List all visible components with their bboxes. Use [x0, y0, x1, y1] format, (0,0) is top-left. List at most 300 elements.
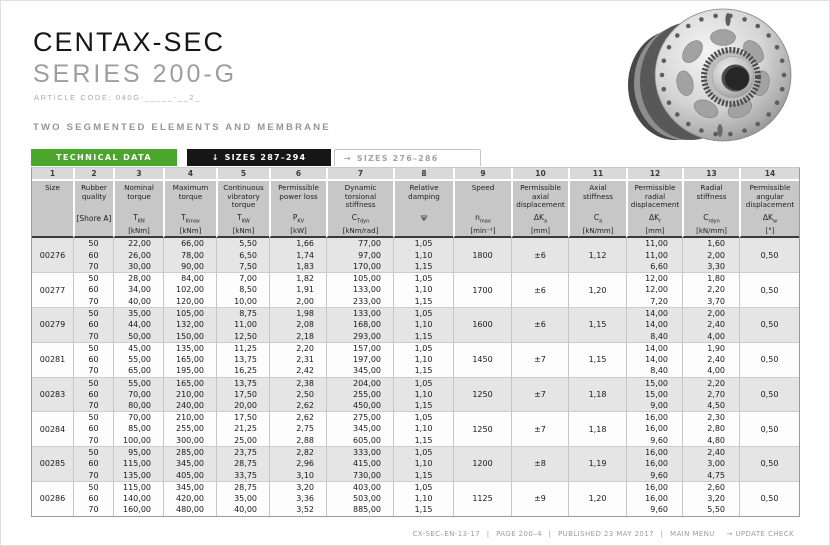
radial-displacement-cell: 16,00 [626, 493, 682, 504]
column-unit-cell: [kNm/rad] [326, 225, 393, 238]
speed-cell: 1250 [453, 411, 511, 446]
maximum-torque-cell: 165,00 [163, 354, 216, 365]
table-row [32, 307, 799, 319]
column-symbol-cell: Ψ [393, 212, 453, 225]
torsional-stiffness-cell: 170,00 [326, 261, 393, 272]
power-loss-cell: 3,20 [269, 481, 326, 493]
power-loss-cell: 2,18 [269, 330, 326, 341]
technical-data-table [31, 167, 800, 517]
column-number-cell: 2 [73, 168, 113, 181]
vibratory-torque-cell: 5,50 [216, 238, 269, 249]
column-symbol-cell: $T_{KN}$ [113, 212, 163, 225]
speed-cell: 1125 [453, 481, 511, 516]
radial-displacement-cell: 11,00 [626, 238, 682, 249]
vibratory-torque-cell: 35,00 [216, 493, 269, 504]
table-row [32, 284, 799, 295]
nominal-torque-cell: 80,00 [113, 400, 163, 411]
shore-hardness-cell: 50 [73, 377, 113, 389]
column-symbol-cell: [Shore A] [73, 212, 113, 225]
axial-displacement-cell: ±6 [511, 272, 568, 307]
radial-displacement-cell: 14,00 [626, 354, 682, 365]
doc-code: CX-SEC–EN-13-17 [412, 530, 481, 538]
torsional-stiffness-cell: 168,00 [326, 319, 393, 330]
shore-hardness-cell: 60 [73, 319, 113, 330]
radial-displacement-cell: 15,00 [626, 389, 682, 400]
size-cell: 00285 [32, 446, 73, 481]
shore-hardness-cell: 50 [73, 411, 113, 423]
relative-damping-cell: 1,15 [393, 469, 453, 480]
shore-hardness-cell: 60 [73, 458, 113, 469]
nominal-torque-cell: 115,00 [113, 458, 163, 469]
torsional-stiffness-cell: 333,00 [326, 446, 393, 458]
shore-hardness-cell: 50 [73, 307, 113, 319]
tab-sizes-287-294[interactable] [187, 149, 331, 166]
column-header-cell: Axial stiffness [568, 181, 626, 212]
tab-label: SIZES 287–294 [224, 153, 307, 162]
relative-damping-cell: 1,15 [393, 365, 453, 376]
radial-stiffness-cell: 1,60 [682, 238, 739, 249]
shore-hardness-cell: 70 [73, 330, 113, 341]
radial-stiffness-cell: 2,40 [682, 319, 739, 330]
column-unit-cell: [kN/mm] [568, 225, 626, 238]
table-row [32, 435, 799, 446]
power-loss-cell: 2,62 [269, 400, 326, 411]
footer [412, 530, 794, 538]
table-row [32, 423, 799, 434]
table-row [32, 493, 799, 504]
footer-separator: | [486, 530, 490, 538]
torsional-stiffness-cell: 255,00 [326, 389, 393, 400]
section-heading: TWO SEGMENTED ELEMENTS AND MEMBRANE [33, 122, 331, 133]
torsional-stiffness-cell: 415,00 [326, 458, 393, 469]
maximum-torque-cell: 120,00 [163, 296, 216, 307]
column-symbol-cell: $P_{KV}$ [269, 212, 326, 225]
radial-displacement-cell: 9,60 [626, 435, 682, 446]
nominal-torque-cell: 140,00 [113, 493, 163, 504]
vibratory-torque-cell: 28,75 [216, 481, 269, 493]
relative-damping-cell: 1,15 [393, 504, 453, 515]
nominal-torque-cell: 40,00 [113, 296, 163, 307]
torsional-stiffness-cell: 730,00 [326, 469, 393, 480]
power-loss-cell: 1,98 [269, 307, 326, 319]
column-unit-cell: [mm] [511, 225, 568, 238]
shore-hardness-cell: 50 [73, 481, 113, 493]
power-loss-cell: 3,52 [269, 504, 326, 515]
maximum-torque-cell: 135,00 [163, 342, 216, 354]
relative-damping-cell: 1,10 [393, 493, 453, 504]
maximum-torque-cell: 345,00 [163, 458, 216, 469]
maximum-torque-cell: 300,00 [163, 435, 216, 446]
nominal-torque-cell: 55,00 [113, 377, 163, 389]
speed-cell: 1250 [453, 377, 511, 412]
shore-hardness-cell: 70 [73, 261, 113, 272]
table-row [32, 365, 799, 376]
relative-damping-cell: 1,05 [393, 272, 453, 284]
nominal-torque-cell: 65,00 [113, 365, 163, 376]
shore-hardness-cell: 70 [73, 435, 113, 446]
vibratory-torque-cell: 8,75 [216, 307, 269, 319]
radial-stiffness-cell: 2,80 [682, 423, 739, 434]
size-cell: 00286 [32, 481, 73, 516]
power-loss-cell: 3,10 [269, 469, 326, 480]
axial-displacement-cell: ±9 [511, 481, 568, 516]
shore-hardness-cell: 60 [73, 493, 113, 504]
nominal-torque-cell: 100,00 [113, 435, 163, 446]
power-loss-cell: 3,36 [269, 493, 326, 504]
table-row [32, 469, 799, 480]
tab-bar [31, 149, 481, 166]
maximum-torque-cell: 78,00 [163, 249, 216, 260]
axial-displacement-cell: ±6 [511, 307, 568, 342]
size-cell: 00277 [32, 272, 73, 307]
vibratory-torque-cell: 17,50 [216, 389, 269, 400]
radial-displacement-cell: 12,00 [626, 284, 682, 295]
radial-stiffness-cell: 4,50 [682, 400, 739, 411]
relative-damping-cell: 1,15 [393, 296, 453, 307]
column-header-cell: Size [32, 181, 73, 212]
bore [725, 67, 749, 90]
axial-stiffness-cell: 1,15 [568, 342, 626, 377]
speed-cell: 1450 [453, 342, 511, 377]
radial-stiffness-cell: 3,00 [682, 458, 739, 469]
column-unit-cell [393, 225, 453, 238]
power-loss-cell: 1,66 [269, 238, 326, 249]
maximum-torque-cell: 285,00 [163, 446, 216, 458]
radial-displacement-cell: 16,00 [626, 458, 682, 469]
column-symbol-row [32, 212, 799, 225]
maximum-torque-cell: 195,00 [163, 365, 216, 376]
vibratory-torque-cell: 10,00 [216, 296, 269, 307]
column-symbol-cell: $\Delta K_w$ [739, 212, 799, 225]
relative-damping-cell: 1,15 [393, 261, 453, 272]
radial-stiffness-cell: 2,30 [682, 411, 739, 423]
nominal-torque-cell: 55,00 [113, 354, 163, 365]
maximum-torque-cell: 210,00 [163, 411, 216, 423]
relative-damping-cell: 1,05 [393, 307, 453, 319]
column-number-cell: 6 [269, 168, 326, 181]
shore-hardness-cell: 60 [73, 284, 113, 295]
relative-damping-cell: 1,10 [393, 354, 453, 365]
nominal-torque-cell: 70,00 [113, 411, 163, 423]
maximum-torque-cell: 480,00 [163, 504, 216, 515]
maximum-torque-cell: 240,00 [163, 400, 216, 411]
radial-displacement-cell: 14,00 [626, 342, 682, 354]
angular-displacement-cell: 0,50 [739, 377, 799, 412]
table-row [32, 411, 799, 423]
nominal-torque-cell: 115,00 [113, 481, 163, 493]
column-header-cell: Permissible axial displacement [511, 181, 568, 212]
power-loss-cell: 2,42 [269, 365, 326, 376]
power-loss-cell: 2,00 [269, 296, 326, 307]
column-unit-cell: [kNm] [163, 225, 216, 238]
table-row [32, 458, 799, 469]
angular-displacement-cell: 0,50 [739, 307, 799, 342]
relative-damping-cell: 1,10 [393, 284, 453, 295]
column-title-row [32, 181, 799, 212]
axial-stiffness-cell: 1,19 [568, 446, 626, 481]
radial-displacement-cell: 9,00 [626, 400, 682, 411]
radial-displacement-cell: 12,00 [626, 272, 682, 284]
radial-displacement-cell: 16,00 [626, 446, 682, 458]
column-number-cell: 1 [32, 168, 73, 181]
shore-hardness-cell: 70 [73, 504, 113, 515]
relative-damping-cell: 1,10 [393, 319, 453, 330]
column-header-cell: Radial stiffness [682, 181, 739, 212]
radial-displacement-cell: 6,60 [626, 261, 682, 272]
vibratory-torque-cell: 21,25 [216, 423, 269, 434]
key-slot-top [725, 13, 730, 26]
axial-stiffness-cell: 1,20 [568, 481, 626, 516]
relative-damping-cell: 1,10 [393, 458, 453, 469]
table-row [32, 330, 799, 341]
column-unit-cell: [min⁻¹] [453, 225, 511, 238]
torsional-stiffness-cell: 204,00 [326, 377, 393, 389]
torsional-stiffness-cell: 233,00 [326, 296, 393, 307]
tab-technical-data[interactable]: TECHNICAL DATA [31, 149, 177, 166]
column-header-cell: Permissible angular displacement [739, 181, 799, 212]
torsional-stiffness-cell: 605,00 [326, 435, 393, 446]
vibratory-torque-cell: 16,25 [216, 365, 269, 376]
shore-hardness-cell: 50 [73, 446, 113, 458]
speed-cell: 1200 [453, 446, 511, 481]
radial-displacement-cell: 8,40 [626, 330, 682, 341]
column-unit-cell [73, 225, 113, 238]
shore-hardness-cell: 60 [73, 354, 113, 365]
maximum-torque-cell: 105,00 [163, 307, 216, 319]
size-cell: 00276 [32, 238, 73, 272]
radial-stiffness-cell: 1,90 [682, 342, 739, 354]
column-unit-cell: [kN/mm] [682, 225, 739, 238]
vibratory-torque-cell: 13,75 [216, 354, 269, 365]
radial-stiffness-cell: 4,00 [682, 365, 739, 376]
column-symbol-cell [32, 212, 73, 225]
relative-damping-cell: 1,10 [393, 249, 453, 260]
table-row [32, 377, 799, 389]
nominal-torque-cell: 44,00 [113, 319, 163, 330]
torsional-stiffness-cell: 77,00 [326, 238, 393, 249]
power-loss-cell: 2,20 [269, 342, 326, 354]
shore-hardness-cell: 50 [73, 272, 113, 284]
radial-stiffness-cell: 2,20 [682, 377, 739, 389]
radial-displacement-cell: 8,40 [626, 365, 682, 376]
column-symbol-cell: $T_{Kmax}$ [163, 212, 216, 225]
column-unit-cell: [kNm] [216, 225, 269, 238]
nominal-torque-cell: 70,00 [113, 389, 163, 400]
vibratory-torque-cell: 12,50 [216, 330, 269, 341]
column-unit-cell: [kW] [269, 225, 326, 238]
footer-separator: | [660, 530, 664, 538]
column-header-cell: Permissible power loss [269, 181, 326, 212]
table-row [32, 238, 799, 249]
column-number-cell: 7 [326, 168, 393, 181]
published-date: PUBLISHED 23 MAY 2017 [558, 530, 654, 538]
column-number-cell: 4 [163, 168, 216, 181]
radial-stiffness-cell: 2,00 [682, 307, 739, 319]
maximum-torque-cell: 255,00 [163, 423, 216, 434]
vibratory-torque-cell: 20,00 [216, 400, 269, 411]
torsional-stiffness-cell: 97,00 [326, 249, 393, 260]
page-ref: PAGE 200–4 [496, 530, 542, 538]
vibratory-torque-cell: 7,00 [216, 272, 269, 284]
shore-hardness-cell: 50 [73, 238, 113, 249]
main-menu-link[interactable]: MAIN MENU [670, 530, 715, 538]
shore-hardness-cell: 60 [73, 389, 113, 400]
column-number-cell: 10 [511, 168, 568, 181]
column-number-cell: 3 [113, 168, 163, 181]
power-loss-cell: 1,91 [269, 284, 326, 295]
table-row [32, 481, 799, 493]
tab-label: SIZES 276–286 [356, 154, 439, 163]
nominal-torque-cell: 50,00 [113, 330, 163, 341]
torsional-stiffness-cell: 157,00 [326, 342, 393, 354]
vibratory-torque-cell: 33,75 [216, 469, 269, 480]
column-header-cell: Permissible radial displacement [626, 181, 682, 212]
relative-damping-cell: 1,05 [393, 481, 453, 493]
maximum-torque-cell: 132,00 [163, 319, 216, 330]
table-row [32, 342, 799, 354]
maximum-torque-cell: 420,00 [163, 493, 216, 504]
nominal-torque-cell: 26,00 [113, 249, 163, 260]
power-loss-cell: 2,82 [269, 446, 326, 458]
shore-hardness-cell: 70 [73, 400, 113, 411]
column-number-cell: 5 [216, 168, 269, 181]
axial-displacement-cell: ±7 [511, 377, 568, 412]
power-loss-cell: 2,62 [269, 411, 326, 423]
right-arrow-icon: → [344, 154, 352, 163]
vibratory-torque-cell: 25,00 [216, 435, 269, 446]
relative-damping-cell: 1,05 [393, 411, 453, 423]
relative-damping-cell: 1,05 [393, 446, 453, 458]
radial-displacement-cell: 16,00 [626, 423, 682, 434]
column-header-cell: Rubber quality [73, 181, 113, 212]
maximum-torque-cell: 210,00 [163, 389, 216, 400]
torsional-stiffness-cell: 105,00 [326, 272, 393, 284]
table-row [32, 400, 799, 411]
update-check-link[interactable]: → UPDATE CHECK [726, 530, 794, 538]
vibratory-torque-cell: 8,50 [216, 284, 269, 295]
radial-stiffness-cell: 2,40 [682, 446, 739, 458]
angular-displacement-cell: 0,50 [739, 272, 799, 307]
relative-damping-cell: 1,05 [393, 342, 453, 354]
table-row [32, 446, 799, 458]
column-symbol-cell: $n_{max}$ [453, 212, 511, 225]
torsional-stiffness-cell: 293,00 [326, 330, 393, 341]
maximum-torque-cell: 66,00 [163, 238, 216, 249]
radial-displacement-cell: 7,20 [626, 296, 682, 307]
shore-hardness-cell: 70 [73, 296, 113, 307]
table-row [32, 261, 799, 272]
maximum-torque-cell: 405,00 [163, 469, 216, 480]
column-number-cell: 14 [739, 168, 799, 181]
nominal-torque-cell: 34,00 [113, 284, 163, 295]
nominal-torque-cell: 22,00 [113, 238, 163, 249]
axial-displacement-cell: ±7 [511, 411, 568, 446]
vibratory-torque-cell: 7,50 [216, 261, 269, 272]
column-unit-row [32, 225, 799, 238]
column-unit-cell: [kNm] [113, 225, 163, 238]
axial-displacement-cell: ±7 [511, 342, 568, 377]
radial-displacement-cell: 9,60 [626, 469, 682, 480]
power-loss-cell: 2,96 [269, 458, 326, 469]
size-cell: 00279 [32, 307, 73, 342]
radial-stiffness-cell: 1,80 [682, 272, 739, 284]
size-cell: 00283 [32, 377, 73, 412]
shore-hardness-cell: 60 [73, 423, 113, 434]
power-loss-cell: 2,38 [269, 377, 326, 389]
radial-stiffness-cell: 2,40 [682, 354, 739, 365]
torsional-stiffness-cell: 345,00 [326, 365, 393, 376]
nominal-torque-cell: 135,00 [113, 469, 163, 480]
radial-displacement-cell: 16,00 [626, 481, 682, 493]
vibratory-torque-cell: 17,50 [216, 411, 269, 423]
radial-stiffness-cell: 2,60 [682, 481, 739, 493]
size-cell: 00281 [32, 342, 73, 377]
column-number-row [32, 168, 799, 181]
axial-stiffness-cell: 1,18 [568, 377, 626, 412]
nominal-torque-cell: 30,00 [113, 261, 163, 272]
angular-displacement-cell: 0,50 [739, 238, 799, 272]
column-symbol-cell: $T_{KW}$ [216, 212, 269, 225]
relative-damping-cell: 1,05 [393, 238, 453, 249]
radial-displacement-cell: 14,00 [626, 319, 682, 330]
relative-damping-cell: 1,15 [393, 330, 453, 341]
axial-stiffness-cell: 1,20 [568, 272, 626, 307]
column-symbol-cell: $C_{Tdyn}$ [326, 212, 393, 225]
article-code: ARTICLE CODE: 040G-_____-__2_ [34, 93, 201, 102]
radial-stiffness-cell: 2,20 [682, 284, 739, 295]
axial-displacement-cell: ±6 [511, 238, 568, 272]
relative-damping-cell: 1,10 [393, 389, 453, 400]
key-slot-bottom [717, 124, 722, 137]
column-symbol-cell: $C_a$ [568, 212, 626, 225]
radial-stiffness-cell: 2,00 [682, 249, 739, 260]
relative-damping-cell: 1,10 [393, 423, 453, 434]
nominal-torque-cell: 160,00 [113, 504, 163, 515]
radial-displacement-cell: 16,00 [626, 411, 682, 423]
vibratory-torque-cell: 40,00 [216, 504, 269, 515]
coupling-product-image [619, 3, 824, 153]
axial-displacement-cell: ±8 [511, 446, 568, 481]
series-subtitle: SERIES 200-G [33, 60, 238, 88]
shore-hardness-cell: 70 [73, 365, 113, 376]
maximum-torque-cell: 90,00 [163, 261, 216, 272]
vibratory-torque-cell: 11,25 [216, 342, 269, 354]
nominal-torque-cell: 85,00 [113, 423, 163, 434]
power-loss-cell: 1,74 [269, 249, 326, 260]
column-header-cell: Maximum torque [163, 181, 216, 212]
footer-separator: | [548, 530, 552, 538]
angular-displacement-cell: 0,50 [739, 342, 799, 377]
radial-displacement-cell: 9,60 [626, 504, 682, 515]
torsional-stiffness-cell: 133,00 [326, 307, 393, 319]
page-title: CENTAX-SEC [33, 27, 226, 57]
torsional-stiffness-cell: 197,00 [326, 354, 393, 365]
radial-displacement-cell: 14,00 [626, 307, 682, 319]
table-row [32, 272, 799, 284]
vibratory-torque-cell: 28,75 [216, 458, 269, 469]
down-arrow-icon: ↓ [211, 153, 220, 162]
radial-displacement-cell: 11,00 [626, 249, 682, 260]
relative-damping-cell: 1,05 [393, 377, 453, 389]
size-cell: 00284 [32, 411, 73, 446]
radial-stiffness-cell: 5,50 [682, 504, 739, 515]
maximum-torque-cell: 84,00 [163, 272, 216, 284]
tab-sizes-276-286[interactable] [334, 149, 481, 166]
column-unit-cell: [°] [739, 225, 799, 238]
torsional-stiffness-cell: 403,00 [326, 481, 393, 493]
maximum-torque-cell: 345,00 [163, 481, 216, 493]
axial-stiffness-cell: 1,12 [568, 238, 626, 272]
